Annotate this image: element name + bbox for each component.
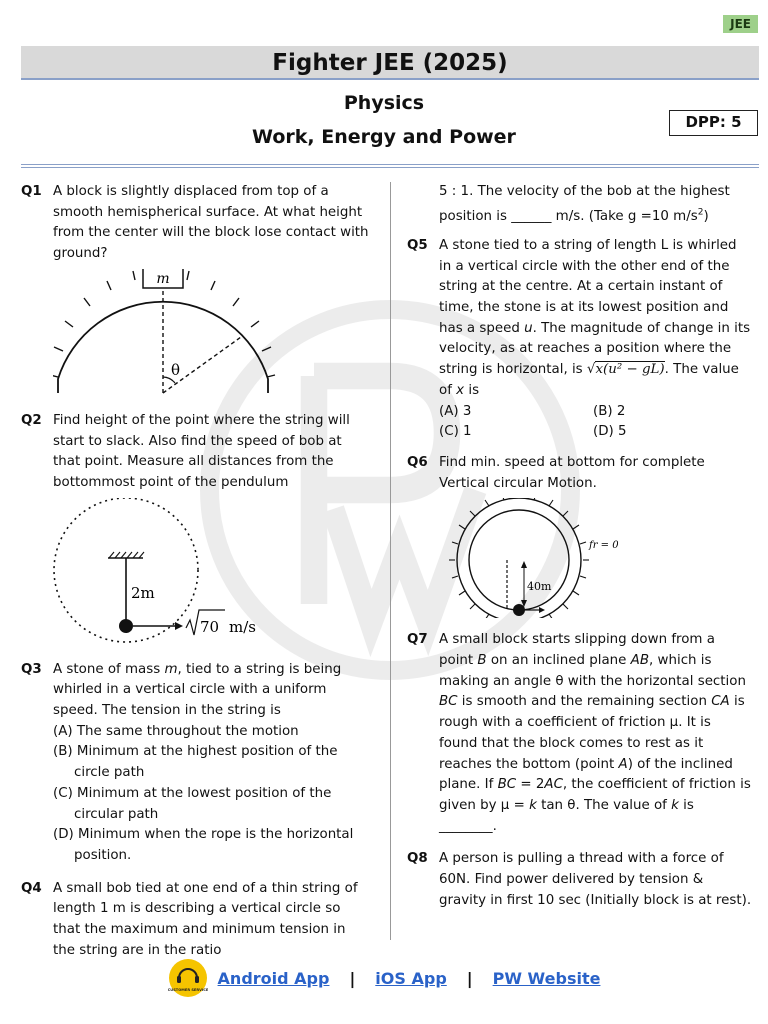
angle-label: θ	[171, 360, 181, 379]
question-5	[407, 236, 752, 443]
option-b: (B) Minimum at the highest position of the circle path	[53, 744, 338, 781]
speed-value-label: 70	[200, 617, 220, 636]
left-column	[21, 182, 371, 967]
options-grid	[439, 402, 752, 443]
question-text: A stone tied to a string of length L is whirled in a vertical circle with the other end of the string at the centre. At a certain instant of time, the stone is at its lowest position and has a speed u. The magnitude of change in its velocity, as at reaches a position where the string is horizontal, is √x(u² − gL). The value of x is	[439, 237, 751, 398]
question-6	[407, 453, 752, 624]
option-a: (A) The same throughout the motion	[53, 723, 299, 739]
question-text: A stone of mass m, tied to a string is being whirled in a vertical circle with a uniform speed. The tension in the string is	[53, 661, 342, 719]
footer-separator: |	[466, 968, 473, 988]
option-a: (A) 3	[439, 403, 472, 419]
column-divider	[390, 182, 391, 940]
option-c: (C) 1	[439, 424, 472, 440]
question-number: Q8	[407, 851, 428, 867]
question-text: A person is pulling a thread with a force of 60N. Find power delivered by tension & gravity in first 10 sec (Initially block is at rest).	[439, 851, 752, 908]
question-text: A small block starts slipping down from a point B on an inclined plane AB, which is making an angle θ with the horizontal section BC is smooth and the remaining section CA is rough with a coefficient of friction μ. It is found that the block comes to rest as it reaches the bottom (point A) of the inclined plane. If BC = 2AC, the coefficient of friction is given by μ = k tan θ. The value of k is ________.	[439, 632, 751, 834]
footer-separator: |	[349, 968, 356, 988]
track-hatching	[449, 498, 589, 618]
pw-website-link[interactable]: PW Website	[492, 968, 601, 988]
right-column	[407, 182, 752, 917]
block-label: m	[156, 270, 170, 287]
question-text: Find height of the point where the string will start to slack. Also find the speed of bob at that point. Measure all distances from the bottommost point of the pendulum	[53, 412, 350, 490]
ios-app-link[interactable]: iOS App	[375, 968, 447, 988]
question-8	[407, 849, 752, 911]
header-divider	[21, 164, 759, 168]
friction-label: fr = 0	[589, 540, 619, 552]
track-ball	[513, 604, 525, 616]
radius-label: 40m	[527, 580, 552, 594]
android-app-link[interactable]: Android App	[217, 968, 330, 988]
jee-badge: JEE	[723, 15, 758, 33]
question-text: 5 : 1. The velocity of the bob at the highest position is ______ m/s. (Take g =10 $m/s^2$)	[439, 184, 730, 225]
customer-service-icon[interactable]	[168, 958, 208, 998]
pendulum-figure	[53, 498, 273, 648]
question-2	[21, 411, 371, 654]
option-b: (B) 2	[593, 403, 626, 419]
question-4	[21, 879, 371, 962]
question-text: A small bob tied at one end of a thin string of length 1 m is describing a vertical circle so that the maximum and minimum tension in the string are in the ratio	[53, 880, 358, 958]
hemisphere-figure	[53, 269, 283, 399]
question-1	[21, 182, 371, 405]
question-3	[21, 660, 371, 867]
chapter-heading: Work, Energy and Power	[252, 126, 516, 148]
question-number: Q3	[21, 661, 42, 677]
page-title: Fighter JEE (2025)	[21, 46, 759, 80]
question-text: A block is slightly displaced from top of a smooth hemispherical surface. At what height from the center will the block lose contact with ground?	[53, 184, 369, 262]
question-text: Find min. speed at bottom for complete Vertical circular Motion.	[439, 454, 705, 491]
subject-heading: Physics	[343, 92, 425, 114]
question-4-continued	[407, 182, 752, 228]
circular-track-figure	[439, 498, 639, 618]
question-number: Q5	[407, 237, 428, 253]
option-d: (D) 5	[593, 424, 627, 440]
string-length-label: 2m	[131, 583, 155, 602]
option-d: (D) Minimum when the rope is the horizontal position.	[53, 827, 354, 863]
question-number: Q4	[21, 880, 42, 896]
question-number: Q7	[407, 632, 428, 648]
question-number: Q1	[21, 184, 42, 199]
option-c: (C) Minimum at the lowest position of the circular path	[53, 785, 332, 822]
question-number: Q6	[407, 454, 428, 470]
ceiling-hatching	[109, 552, 144, 558]
svg-text:CUSTOMER SERVICE: CUSTOMER SERVICE	[167, 988, 208, 992]
dpp-number-box: DPP: 5	[669, 110, 758, 136]
pendulum-bob	[119, 619, 133, 633]
speed-unit-label: m/s	[229, 617, 256, 636]
footer-links	[0, 958, 768, 998]
question-number: Q2	[21, 412, 42, 428]
question-7	[407, 630, 752, 837]
sqrt-expression: √x(u² − gL)	[586, 362, 665, 378]
